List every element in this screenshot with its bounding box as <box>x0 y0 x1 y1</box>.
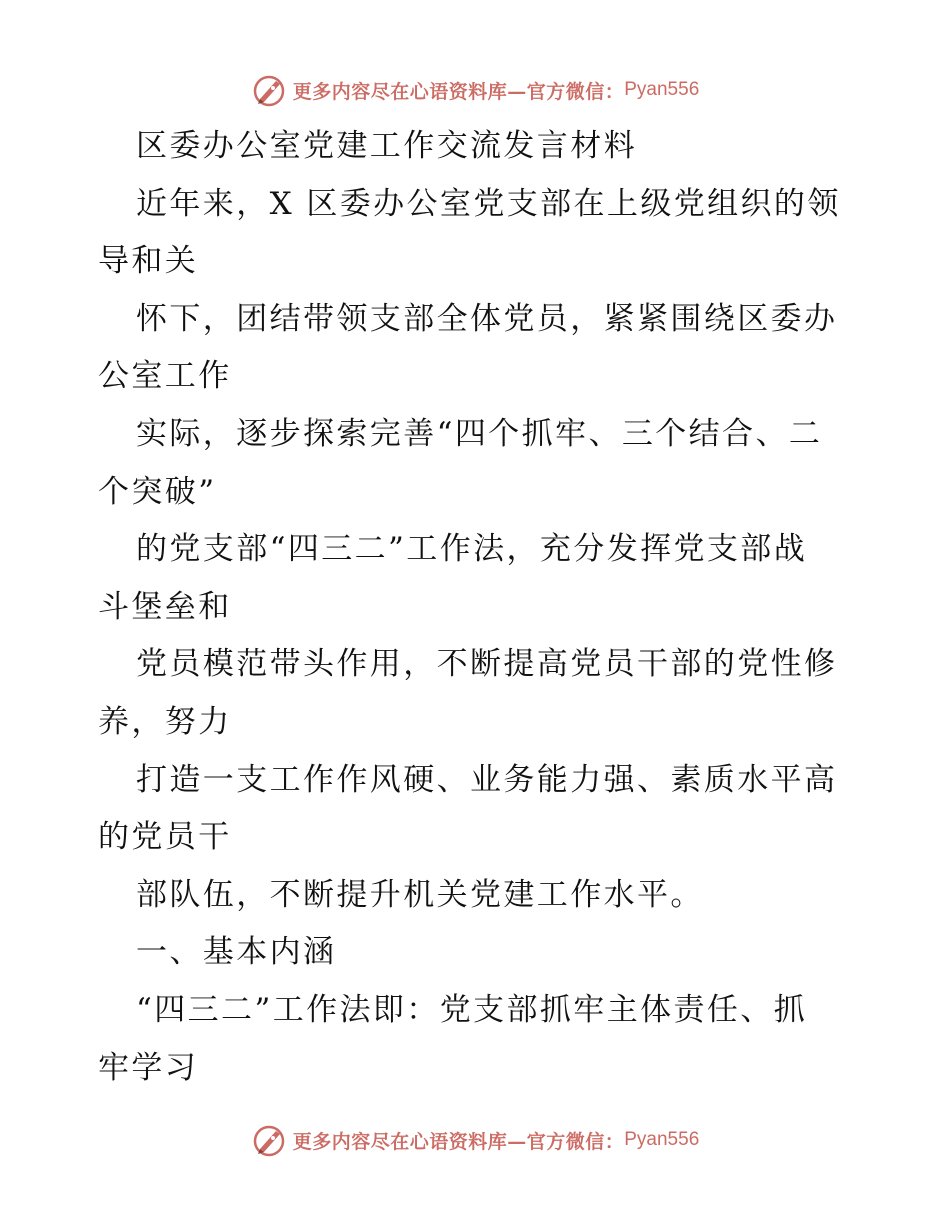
footer-watermark <box>0 1120 950 1160</box>
paragraph-line: 牢学习 <box>98 1049 199 1086</box>
paragraph-line: “四三二”工作法即：党支部抓牢主体责任、抓 <box>136 991 808 1028</box>
pen-logo-icon <box>251 72 287 108</box>
paragraph-line: 打造一支工作作风硬、业务能力强、素质水平高 <box>136 761 838 798</box>
paragraph-line: 实际，逐步探索完善“四个抓牢、三个结合、二 <box>136 415 823 452</box>
watermark-wechat-id: Pyan556 <box>624 1129 700 1150</box>
pen-logo-icon <box>251 1122 287 1158</box>
paragraph-line: 养，努力 <box>98 703 232 740</box>
header-watermark <box>0 70 950 110</box>
paragraph-line: 怀下，团结带领支部全体党员，紧紧围绕区委办 <box>136 300 838 337</box>
watermark-wechat-id: Pyan556 <box>624 79 700 100</box>
paragraph-line: 的党员干 <box>98 819 232 856</box>
paragraph-line: 的党支部“四三二”工作法，充分发挥党支部战 <box>136 531 808 568</box>
paragraph-line: 导和关 <box>98 243 199 280</box>
watermark-text: 更多内容尽在心语资料库—官方微信： <box>292 80 625 103</box>
paragraph-line: 公室工作 <box>98 358 232 395</box>
document-body <box>98 118 858 1097</box>
paragraph-line: 部队伍，不断提升机关党建工作水平。 <box>136 876 704 913</box>
paragraph-line: 个突破” <box>98 473 217 510</box>
document-title: 区委办公室党建工作交流发言材料 <box>136 128 637 164</box>
watermark-text: 更多内容尽在心语资料库—官方微信： <box>292 1130 625 1153</box>
paragraph-line: 近年来，X 区委办公室党支部在上级党组织的领 <box>136 185 841 222</box>
paragraph-line: 斗堡垒和 <box>98 588 232 625</box>
section-heading: 一、基本内涵 <box>136 934 337 971</box>
paragraph-line: 党员模范带头作用，不断提高党员干部的党性修 <box>136 646 838 683</box>
